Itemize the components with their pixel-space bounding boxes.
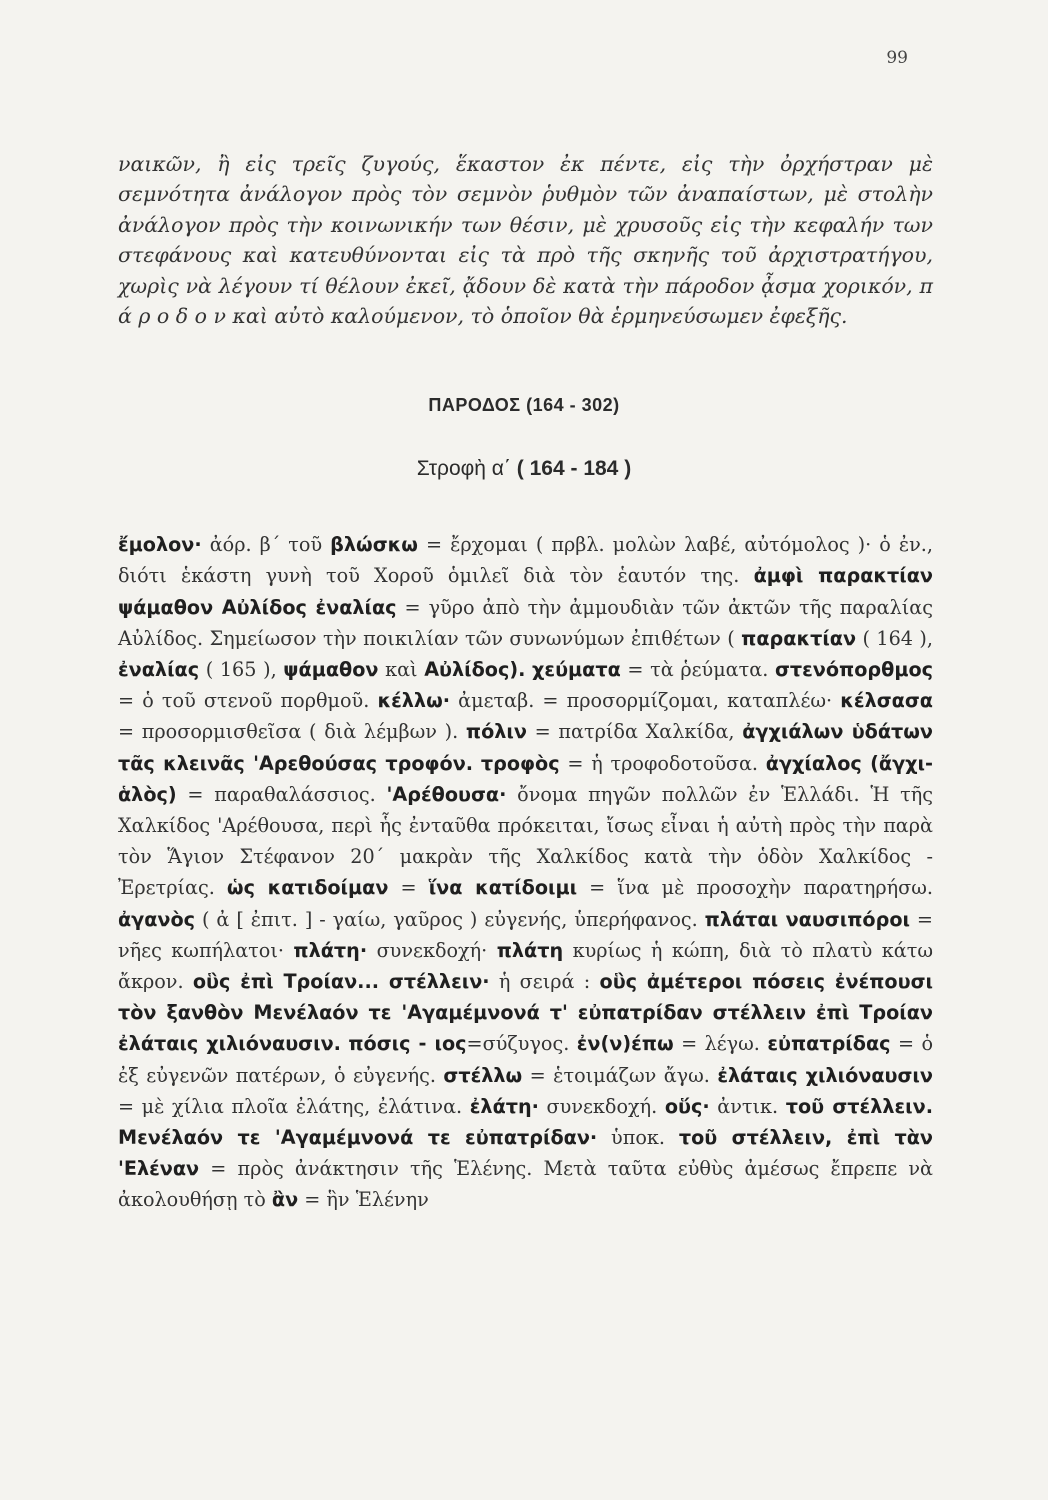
gloss-text: = γῦρο ἀπὸ τὴν ἀμμουδιὰν τῶν ἀκτῶν τῆς παραλίας Αὐλίδος. Σημείωσον τὴν ποικιλίαν τῶν συνωνύμων ἐπιθέτων ( xyxy=(118,595,934,650)
gloss-text: ἀμεταβ. = προσορμίζομαι, καταπλέω· xyxy=(450,689,841,713)
intro-paragraph: ναικῶν, ἢ εἰς τρεῖς ζυγούς, ἕκαστον ἐκ πέντε, εἰς τὴν ὀρχήστραν μὲ σεμνότητα ἀνάλογον πρὸς τὸν σεμνὸν ῥυθμὸν τῶν ἀναπαίστων, μὲ στολὴν ἀνάλογον πρὸς τὴν κοινωνικήν των θέσιν, μὲ χρυσοῦς εἰς τὴν κεφαλήν των στεφάνους καὶ κατευθύνονται εἰς τὰ πρὸ τῆς σκηνῆς τοῦ ἀρχιστρατήγου, χωρὶς νὰ λέγουν τί θέλουν ἐκεῖ, ᾄδουν δὲ κατὰ τὴν πάροδον ᾆσμα χορικόν, π ά ρ ο δ ο ν καὶ αὐτὸ καλούμενον, τὸ ὁποῖον θὰ ἑρμηνεύσωμεν ἐφεξῆς. xyxy=(118,151,933,328)
gloss-text: = παραθαλάσσιος. xyxy=(176,782,387,806)
gloss-text: = ὁ τοῦ στενοῦ πορθμοῦ. xyxy=(118,689,378,713)
lemma-term: οὕς· xyxy=(664,1094,710,1118)
lemma-term: πλάτη xyxy=(496,938,564,962)
lemma-term: Αὐλίδος). xyxy=(424,658,526,681)
gloss-text: =σύζυγος. xyxy=(466,1032,577,1056)
gloss-text: ( 164 ), xyxy=(856,626,934,650)
gloss-text: ὑποκ. xyxy=(597,1126,679,1150)
lemma-term: κέλλω· xyxy=(377,689,451,713)
lemma-term: τροφὸς xyxy=(480,751,560,775)
gloss-text: = λέγω. xyxy=(673,1032,768,1056)
gloss-text: καὶ xyxy=(378,658,425,681)
gloss-text: συνεκδοχή· xyxy=(367,938,497,962)
lemma-term: ἂν xyxy=(271,1188,299,1212)
gloss-text: = ἡ τροφοδοτοῦσα. xyxy=(559,751,766,775)
gloss-text: = ἔρχομαι ( πρβλ. μολὼν λαβέ, αὐτόμολος )· ὁ ἐν., διότι ἑκάστη γυνὴ τοῦ Χοροῦ ὁμιλεῖ διὰ τὸν ἑαυτόν της. xyxy=(118,533,934,588)
strophe-label: Στροφὴ α΄ xyxy=(416,457,511,480)
gloss-text: = τὰ ῥεύματα. xyxy=(620,658,775,681)
page-number: 99 xyxy=(886,48,908,68)
strophe-lines: ( 164 - 184 ) xyxy=(516,457,632,480)
lemma-term: ψάμαθον xyxy=(283,658,379,681)
lemma-term: ἀγχίαλος (ἄγχι-ἁλὸς) xyxy=(118,751,933,806)
gloss-text: ἀόρ. β΄ τοῦ xyxy=(201,533,331,557)
lemma-term: ὡς κατιδοίμαν xyxy=(226,876,389,900)
lemma-term: βλώσκω xyxy=(330,533,418,557)
lemma-term: πόλιν xyxy=(465,720,527,744)
lemma-term: τοῦ στέλλειν. xyxy=(785,1094,933,1118)
lemma-term: στέλλω xyxy=(443,1063,523,1087)
gloss-text: = πρὸς ἀνάκτησιν τῆς Ἑλένης. Μετὰ ταῦτα εὐθὺς ἀμέσως ἔπρεπε νὰ ἀκολουθήσῃ τὸ xyxy=(118,1157,933,1212)
lemma-term: παρακτίαν xyxy=(741,626,857,650)
lemma-term: 'Αρέθουσα· xyxy=(386,782,507,806)
lemma-term: πλάτη· xyxy=(293,938,368,962)
gloss-text: κυρίως ἡ κώπη, διὰ τὸ πλατὺ κάτω ἄκρον. xyxy=(118,938,933,994)
section-heading-strophe xyxy=(0,457,1048,481)
gloss-text xyxy=(473,752,481,775)
lemma-term: ἀγανὸς xyxy=(118,907,196,931)
lemma-term: πλάται ναυσιπόροι xyxy=(704,907,910,931)
lemma-term: οὓς ἀμέτεροι πόσεις ἐνέπουσι τὸν ξανθὸν Μενέλαόν τε 'Αγαμέμνονά τ' εὐπατρίδαν στέλλειν ἐπὶ Τροίαν ἐλάταις χιλιόναυσιν. xyxy=(118,970,933,1056)
lemma-term: ἵνα κατίδοιμι xyxy=(428,876,578,900)
gloss-text: ἀντικ. xyxy=(709,1094,786,1118)
gloss-text: = νῆες κωπήλατοι· xyxy=(118,907,933,962)
lemma-term: Μενέλαόν τε 'Αγαμέμνονά τε εὐπατρίδαν· xyxy=(118,1126,598,1150)
lemma-term: ἀγχιάλων ὑδάτων τᾶς κλεινᾶς 'Αρεθούσας τροφόν. xyxy=(118,720,934,775)
gloss-text: = μὲ χίλια πλοῖα ἐλάτης, ἐλάτινα. xyxy=(118,1094,470,1118)
gloss-text: = προσορμισθεῖσα ( διὰ λέμβων ). xyxy=(118,720,466,744)
gloss-text: = ἑτοιμάζων ἄγω. xyxy=(522,1063,718,1087)
section-heading-parodos: ΠΑΡΟΔΟΣ (164 - 302) xyxy=(428,395,620,415)
lemma-term: στενόπορθμος xyxy=(774,658,934,681)
commentary-paragraph xyxy=(118,529,933,1215)
lemma-term: ἐν(ν)έπω xyxy=(576,1032,674,1056)
lemma-term: εὐπατρίδας xyxy=(767,1032,891,1056)
gloss-text: ( ἀ [ ἐπιτ. ] - γαίω, γαῦρος ) εὐγενής, ὑπερήφανος. xyxy=(195,907,705,931)
lemma-term: ἐλάτη· xyxy=(469,1094,539,1118)
lemma-term: ἀμφὶ παρακτίαν ψάμαθον Αὐλίδος ἐναλίας xyxy=(118,564,933,619)
gloss-text: = ἣν Ἑλένην xyxy=(298,1188,429,1212)
gloss-text: ἡ σειρά : xyxy=(489,970,600,994)
gloss-text: = ἵνα μὲ προσοχὴν παρατηρήσω. xyxy=(577,876,933,900)
gloss-text: = ὁ ἐξ εὐγενῶν πατέρων, ὁ εὐγενής. xyxy=(118,1032,934,1087)
lemma-term: πόσις - ιος xyxy=(348,1032,467,1056)
lemma-term: χεύματα xyxy=(532,658,621,681)
lemma-term: τοῦ στέλλειν, ἐπὶ τὰν 'Ελέναν xyxy=(118,1126,933,1181)
lemma-term: κέλσασα xyxy=(840,689,933,713)
lemma-term: ἐλάταις χιλιόναυσιν xyxy=(717,1063,933,1087)
gloss-text: συνεκδοχή. xyxy=(538,1094,665,1118)
gloss-text: = πατρίδα Χαλκίδα, xyxy=(526,720,743,744)
gloss-text: = xyxy=(388,876,429,900)
gloss-text: ( 165 ), xyxy=(199,658,284,681)
gloss-text: ὄνομα πηγῶν πολλῶν ἐν Ἑλλάδι. Ἡ τῆς Χαλκίδος 'Αρέθουσα, περὶ ἧς ἐνταῦθα πρόκειται, ἴσως εἶναι ἡ αὐτὴ πρὸς τὴν παρὰ τὸν Ἅγιον Στέφανον 20΄ μακρὰν τῆς Χαλκίδος κατὰ τὴν ὁδὸν Χαλκίδος - Ἐρετρίας. xyxy=(118,782,933,900)
lemma-term: ἐναλίας xyxy=(118,658,200,681)
lemma-term: ἔμολον· xyxy=(118,533,202,557)
lemma-term: οὓς ἐπὶ Τροίαν... στέλλειν· xyxy=(192,970,490,994)
